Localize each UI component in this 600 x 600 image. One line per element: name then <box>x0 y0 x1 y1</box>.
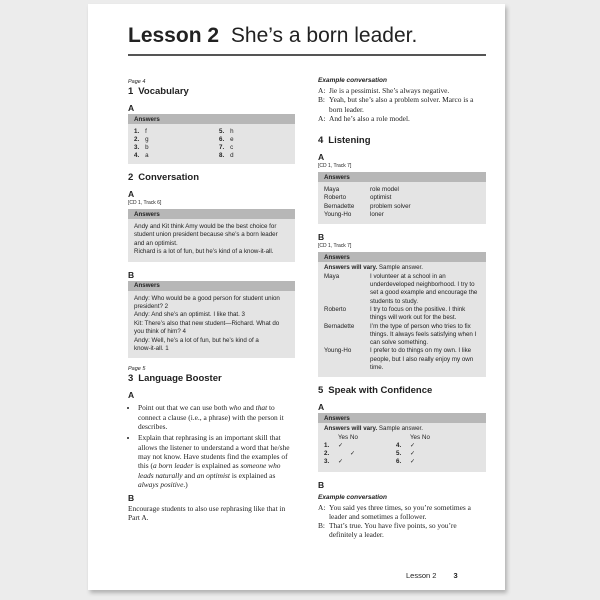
conversation-line: B: That’s true. You have five points, so you’re definitely a leader. <box>318 521 457 540</box>
speak-part-a: A <box>318 402 325 413</box>
row-number: 4. <box>396 441 402 449</box>
check-mark <box>350 442 362 450</box>
vocab-answer: 8. d <box>219 152 234 159</box>
vocab-part-a: A <box>128 103 135 113</box>
answer-value: I volunteer at a school in an underdeveloped neighborhood. I try to set a good example and encourage the students to study. <box>370 272 478 305</box>
answer-line: Andy: Who would be a good person for student union <box>134 294 280 302</box>
conversation-line: A: Jie is a pessimist. She’s always negative. <box>318 86 450 95</box>
conv-part-b: B <box>128 269 135 280</box>
vocab-answers-box <box>128 114 295 164</box>
cd-track-label: [CD 1, Track 6] <box>128 200 162 206</box>
check-mark <box>350 458 362 466</box>
vocab-answer: 4. a <box>134 152 149 159</box>
check-mark: ✓ <box>410 450 416 458</box>
conv-b-answers-box <box>128 281 295 359</box>
no-header: No <box>422 433 430 441</box>
answers-header: Answers <box>318 172 486 182</box>
page-ref-4: Page 4 <box>128 79 146 85</box>
answers-header: Answers <box>318 252 486 262</box>
page-title <box>128 24 417 48</box>
check-mark <box>338 450 350 458</box>
check-mark <box>422 442 434 450</box>
booster-bullet: • Point out that we can use both who and that to connect a clause (i.e., a phrase) with the person it describes. <box>138 403 295 431</box>
vocab-answer: 1. f <box>134 128 147 135</box>
booster-part-b: B <box>128 493 135 504</box>
answer-value: I try to focus on the positive. I think things will work out for the best. <box>370 305 466 322</box>
check-mark: ✓ <box>338 458 344 466</box>
answers-header: Answers <box>318 413 486 423</box>
lesson-title: She’s a born leader. <box>230 24 418 47</box>
listening-part-a: A <box>318 152 325 163</box>
answer-line: Kit: There’s also that new student—Richard. What do <box>134 319 280 327</box>
vocab-answer: 5. h <box>219 128 234 135</box>
answer-value: I prefer to do things on my own. I like people, but I also really enjoy my own time. <box>370 347 474 372</box>
speaker-name: Bernadette <box>324 322 355 330</box>
no-header: No <box>350 433 358 441</box>
conv-a-answers-box <box>128 209 295 262</box>
speaker-name: Maya <box>324 272 340 280</box>
listening-a-answers-box <box>318 172 486 224</box>
cd-track-label: [CD 1, Track 7] <box>318 243 352 250</box>
booster-b-text: Encourage students to also use rephrasing like that in Part A. <box>128 504 286 523</box>
document-page <box>88 4 505 590</box>
row-number: 5. <box>396 450 402 458</box>
lesson-number: Lesson 2 <box>128 24 220 47</box>
booster-bullet: • Explain that rephrasing is an important skill that allows the listener to understand a word that he/she may not know. Have students find the examples of this (a born leader is explained as someone who leads naturally and an optimist is explained as always positive.) <box>138 433 295 489</box>
vocab-answer: 2. g <box>134 136 149 143</box>
speaker-name: Roberto <box>324 305 347 313</box>
speak-part-b: B <box>318 479 325 490</box>
answer-line: student union president because she’s a born leader <box>134 231 278 239</box>
listening-b-answers-box <box>318 252 486 377</box>
yes-no-table <box>324 434 480 467</box>
answer-value: loner <box>370 211 384 219</box>
conversation-line: A: You said yes three times, so you’re sometimes a leader and sometimes a follower. <box>318 502 471 521</box>
booster-part-a: A <box>128 390 135 401</box>
answer-value: I’m the type of person who tries to fix things. It always feels satisfying when I can solve something. <box>370 322 477 347</box>
section-listening-heading: 4 Listening <box>318 135 371 147</box>
check-mark <box>422 458 434 466</box>
speak-answers-box <box>318 413 486 471</box>
conversation-line: B: Yeah, but she’s also a problem solver. Marco is a born leader. <box>318 95 474 114</box>
section-vocabulary-heading: 1 Vocabulary <box>128 86 189 97</box>
speaker-name: Young-Ho <box>324 211 352 219</box>
answers-vary-note: Answers will vary. Sample answer. <box>324 264 423 272</box>
check-mark: ✓ <box>410 441 416 449</box>
row-number: 2. <box>324 450 330 458</box>
section-speak-heading: 5 Speak with Confidence <box>318 385 433 397</box>
answer-value: role model <box>370 186 399 194</box>
answer-line: know-it-all. 1 <box>134 345 169 353</box>
title-rule <box>128 54 486 56</box>
page-footer <box>406 571 458 580</box>
section-conversation-heading: 2 Conversation <box>128 172 200 183</box>
answers-vary-note: Answers will vary. Sample answer. <box>324 425 423 433</box>
answer-line: you think of him? 4 <box>134 328 186 336</box>
example-conversation-label: Example conversation <box>318 77 387 84</box>
listening-part-b: B <box>318 232 325 243</box>
example-conversation-label: Example conversation <box>318 493 387 501</box>
answers-header: Answers <box>128 281 295 291</box>
cd-track-label: [CD 1, Track 7] <box>318 163 352 170</box>
speaker-name: Young-Ho <box>324 347 352 355</box>
page-ref-5: Page 5 <box>128 366 146 373</box>
right-column <box>318 77 486 540</box>
speaker-name: Roberto <box>324 194 347 202</box>
answer-value: problem solver <box>370 202 411 210</box>
vocab-answer: 6. e <box>219 136 234 143</box>
row-number: 1. <box>324 441 330 449</box>
answer-line: Andy: Well, he’s a lot of fun, but he’s kind of a <box>134 336 259 344</box>
answers-header: Answers <box>128 114 295 124</box>
yes-header: Yes <box>338 433 349 441</box>
answer-line: president? 2 <box>134 303 169 311</box>
answer-line: Richard is a lot of fun, but he’s kind of a know-it-all. <box>134 248 274 256</box>
section-language-booster-heading: 3 Language Booster <box>128 373 222 385</box>
check-mark: ✓ <box>410 458 416 466</box>
left-column <box>128 77 295 523</box>
page-number: 3 <box>453 571 458 580</box>
answer-line: Andy: And she’s an optimist. I like that. 3 <box>134 311 245 319</box>
conversation-line: A: And he’s also a role model. <box>318 113 410 123</box>
row-number: 6. <box>396 458 402 466</box>
speaker-name: Bernadette <box>324 202 355 210</box>
check-mark: ✓ <box>338 441 344 449</box>
yes-header: Yes <box>410 433 421 441</box>
answer-line: Andy and Kit think Amy would be the best choice for <box>134 223 277 230</box>
conv-part-a: A <box>128 189 135 199</box>
speaker-name: Maya <box>324 186 340 194</box>
footer-lesson: Lesson 2 <box>406 571 437 580</box>
check-mark <box>422 450 434 458</box>
booster-bullets <box>128 403 295 489</box>
check-mark: ✓ <box>350 450 356 458</box>
vocab-answer: 7. c <box>219 144 234 151</box>
answer-value: optimist <box>370 194 392 202</box>
row-number: 3. <box>324 458 330 466</box>
vocab-answer: 3. b <box>134 144 149 151</box>
answer-line: and an optimist. <box>134 239 178 247</box>
answers-header: Answers <box>128 209 295 219</box>
